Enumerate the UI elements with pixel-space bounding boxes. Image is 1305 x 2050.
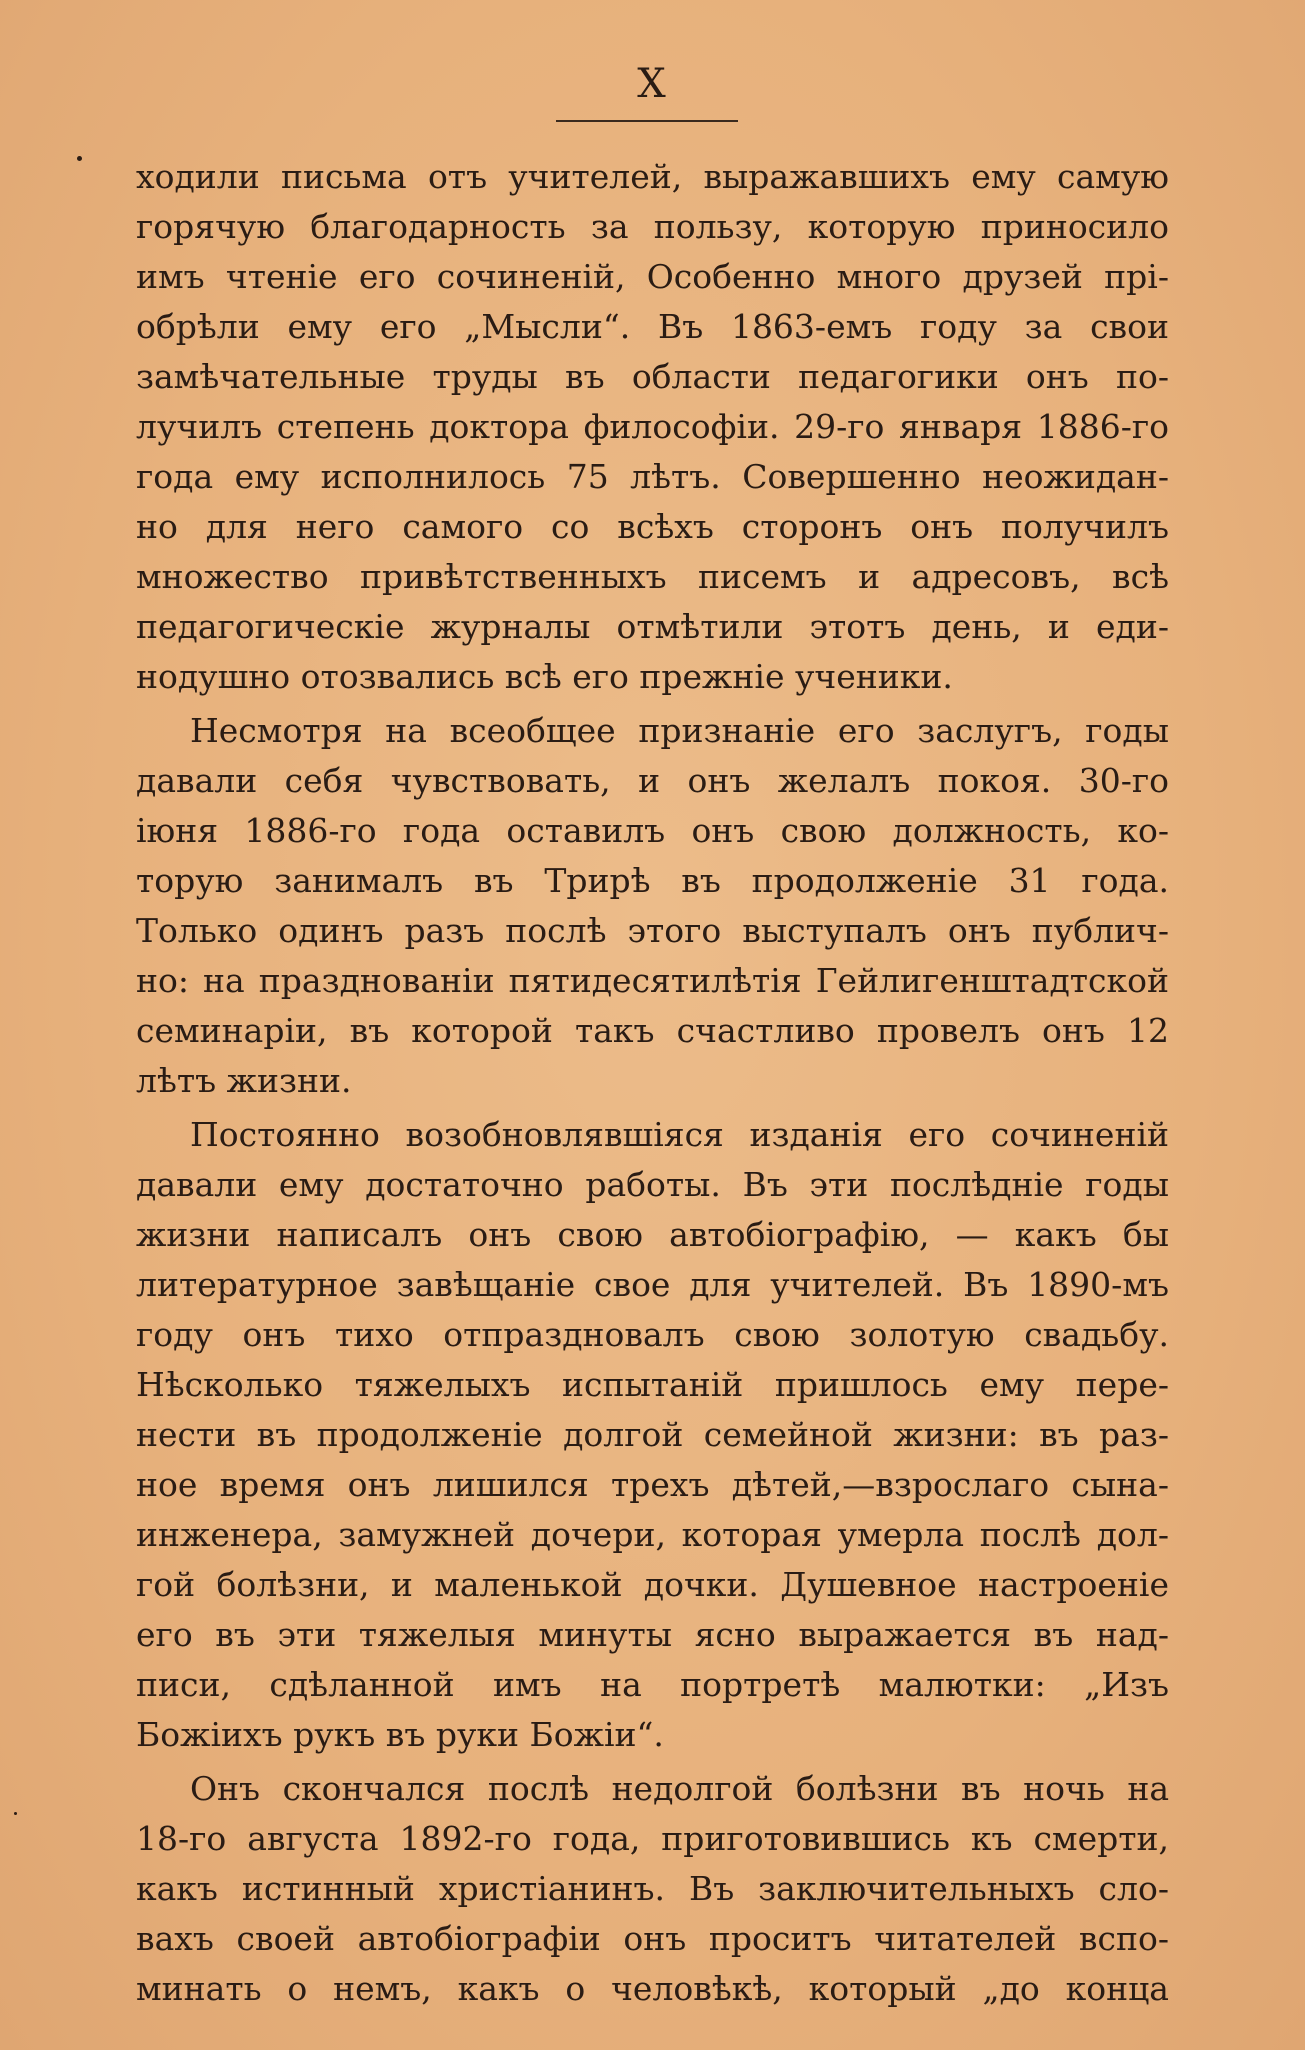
text-line: его въ эти тяжелыя минуты ясно выражается въ над- bbox=[136, 1615, 1169, 1654]
ink-speck bbox=[77, 156, 82, 161]
text-line: Постоянно возобновлявшіяся изданія его сочиненій bbox=[190, 1115, 1169, 1154]
text-line: Только одинъ разъ послѣ этого выступалъ онъ публич- bbox=[136, 911, 1169, 950]
text-line: году онъ тихо отпраздновалъ свою золотую свадьбу. bbox=[136, 1315, 1169, 1354]
paragraph bbox=[136, 1764, 1169, 2014]
text-line: семинаріи, въ которой такъ счастливо провелъ онъ 12 bbox=[136, 1011, 1169, 1050]
text-line: лѣтъ жизни. bbox=[136, 1061, 352, 1100]
text-line: имъ чтеніе его сочиненій, Особенно много друзей прі- bbox=[136, 257, 1169, 296]
text-line: 18-го августа 1892-го года, приготовившись къ смерти, bbox=[136, 1819, 1169, 1858]
text-line: Божіихъ рукъ въ руки Божіи“. bbox=[136, 1715, 664, 1754]
text-line: минать о немъ, какъ о человѣкѣ, который „до конца bbox=[136, 1969, 1169, 2008]
text-line: ходили письма отъ учителей, выражавшихъ ему самую bbox=[136, 157, 1169, 196]
text-line: Нѣсколько тяжелыхъ испытаній пришлось ему пере- bbox=[136, 1365, 1169, 1404]
paragraph bbox=[136, 1110, 1169, 1760]
text-line: гой болѣзни, и маленькой дочки. Душевное настроеніе bbox=[136, 1565, 1169, 1604]
text-line: множество привѣтственныхъ писемъ и адресовъ, всѣ bbox=[136, 557, 1169, 596]
page-number: X bbox=[637, 61, 668, 107]
text-line: горячую благодарность за пользу, которую приносило bbox=[136, 207, 1169, 246]
text-line: нести въ продолженіе долгой семейной жизни: въ раз- bbox=[136, 1415, 1169, 1454]
text-line: Онъ скончался послѣ недолгой болѣзни въ ночь на bbox=[190, 1769, 1169, 1808]
text-line: давали себя чувствовать, и онъ желалъ покоя. 30-го bbox=[136, 761, 1169, 800]
text-line: нодушно отозвались всѣ его прежніе ученики. bbox=[136, 657, 953, 696]
ink-speck bbox=[14, 1812, 17, 1815]
text-line: педагогическіе журналы отмѣтили этотъ день, и еди- bbox=[136, 607, 1169, 646]
text-line: года ему исполнилось 75 лѣтъ. Совершенно неожидан- bbox=[136, 457, 1169, 496]
text-line: давали ему достаточно работы. Въ эти послѣдніе годы bbox=[136, 1165, 1169, 1204]
text-line: торую занималъ въ Трирѣ въ продолженіе 31 года. bbox=[136, 861, 1169, 900]
paragraph bbox=[136, 152, 1169, 702]
text-line: литературное завѣщаніе свое для учителей. Въ 1890-мъ bbox=[136, 1265, 1169, 1304]
text-line: вахъ своей автобіографіи онъ проситъ читателей вспо- bbox=[136, 1919, 1169, 1958]
text-line: лучилъ степень доктора философіи. 29-го января 1886-го bbox=[136, 407, 1169, 446]
paragraph bbox=[136, 706, 1169, 1106]
header-rule bbox=[556, 120, 738, 122]
text-line: инженера, замужней дочери, которая умерла послѣ дол- bbox=[136, 1515, 1169, 1554]
text-line: іюня 1886-го года оставилъ онъ свою должность, ко- bbox=[136, 811, 1169, 850]
body-text bbox=[136, 152, 1169, 2014]
text-line: какъ истинный христіанинъ. Въ заключительныхъ сло- bbox=[136, 1869, 1169, 1908]
text-line: но для него самого со всѣхъ сторонъ онъ получилъ bbox=[136, 507, 1169, 546]
text-line: обрѣли ему его „Мысли“. Въ 1863-емъ году за свои bbox=[136, 307, 1169, 346]
text-line: но: на праздновaніи пятидесятилѣтія Гейлигенштадтской bbox=[136, 961, 1169, 1000]
text-line: писи, сдѣланной имъ на портретѣ малютки: „Изъ bbox=[136, 1665, 1169, 1704]
text-line: Несмотря на всеобщее признаніе его заслугъ, годы bbox=[190, 711, 1169, 750]
text-line: жизни написалъ онъ свою автобіографію, — какъ бы bbox=[136, 1215, 1169, 1254]
text-line: ное время онъ лишился трехъ дѣтей,—взрослаго сына- bbox=[136, 1465, 1169, 1504]
text-line: замѣчательные труды въ области педагогики онъ по- bbox=[136, 357, 1169, 396]
